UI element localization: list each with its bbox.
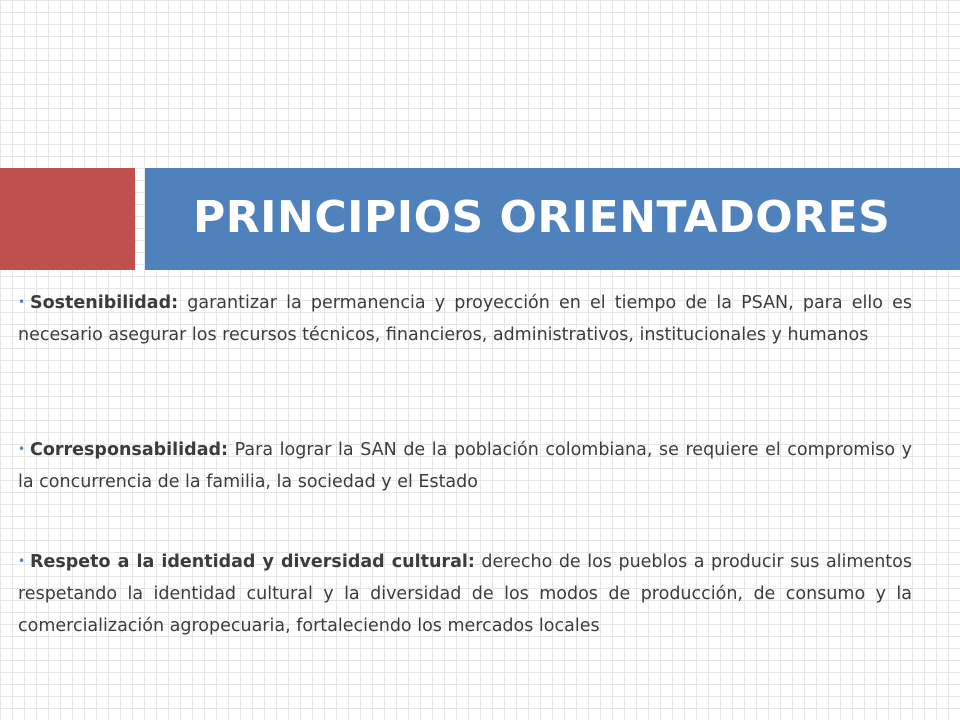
title-band bbox=[145, 168, 960, 270]
principle-term: Corresponsabilidad: bbox=[30, 440, 229, 460]
bullet-icon: • bbox=[18, 295, 26, 309]
slide-title: PRINCIPIOS ORIENTADORES bbox=[193, 192, 891, 243]
bullet-icon: • bbox=[18, 442, 26, 456]
title-accent-block bbox=[0, 168, 135, 270]
bullet-icon: • bbox=[18, 554, 26, 568]
principle-term: Respeto a la identidad y diversidad cultural: bbox=[30, 552, 475, 572]
principle-item-corresponsabilidad bbox=[18, 433, 912, 498]
principle-description: derecho de los pueblos a producir sus alimentos respetando la identidad cultural y la diversidad de los modos de producción, de consumo y la comercialización agropecuaria, fortaleciendo los mercados locales bbox=[18, 552, 912, 636]
principle-term: Sostenibilidad: bbox=[30, 293, 179, 313]
principle-item-respeto-identidad bbox=[18, 545, 912, 642]
principle-item-sostenibilidad bbox=[18, 286, 912, 351]
principle-description: garantizar la permanencia y proyección en el tiempo de la PSAN, para ello es necesario asegurar los recursos técnicos, financieros, administrativos, institucionales y humanos bbox=[18, 293, 912, 345]
principle-description: Para lograr la SAN de la población colombiana, se requiere el compromiso y la concurrencia de la familia, la sociedad y el Estado bbox=[18, 440, 912, 492]
